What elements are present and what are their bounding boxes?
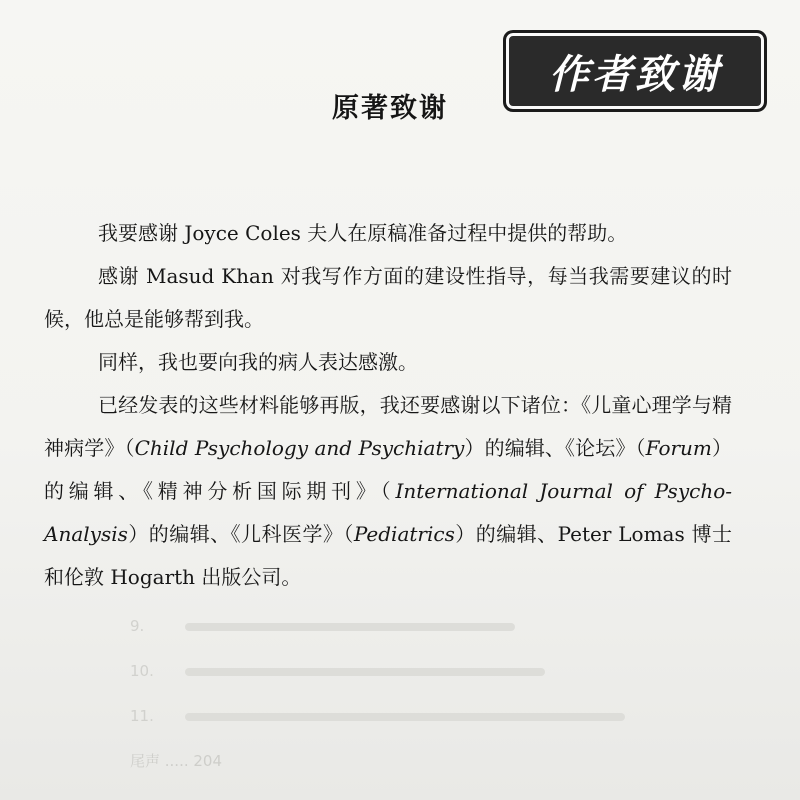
journal-title-ijpa: International Journal of Psycho-Analysis — [44, 479, 732, 546]
paragraph-1: 我要感谢 Joyce Coles 夫人在原稿准备过程中提供的帮助。 — [98, 221, 628, 245]
acknowledgements-body — [44, 212, 732, 599]
paragraph-2: 感谢 Masud Khan 对我写作方面的建设性指导，每当我需要建议的时候，他总是能够帮到我。 — [44, 264, 732, 331]
show-through-row — [130, 649, 690, 694]
show-through-row-number: 9. — [130, 617, 145, 635]
journal-title-pediatrics: Pediatrics — [353, 522, 455, 546]
paragraph-4-text-1: 已经发表的这些材料能够再版，我还要感谢以下诸位：《儿童心理学与精神病学》（ — [44, 393, 732, 460]
page-title: 原著致谢 — [332, 93, 448, 124]
paragraph-3: 同样，我也要向我的病人表达感激。 — [98, 350, 418, 374]
show-through-footer: 尾声 ..... 204 — [130, 752, 223, 770]
show-through-row — [130, 694, 690, 739]
show-through-line — [185, 668, 545, 676]
show-through-row-number: 11. — [130, 707, 154, 725]
section-badge-label: 作者致谢 — [549, 51, 721, 98]
paragraph-4 — [44, 384, 732, 599]
journal-title-child-psychology: Child Psychology and Psychiatry — [134, 436, 465, 460]
show-through-row — [130, 604, 690, 649]
paragraph-4-text-4: ）的编辑、《儿科医学》（ — [127, 522, 354, 546]
show-through-row-number: 10. — [130, 662, 154, 680]
paragraph-4-text-3: ）的编辑、《精神分析国际期刊》（ — [44, 436, 733, 503]
journal-title-forum: Forum — [645, 436, 712, 460]
show-through-line — [185, 713, 625, 721]
paragraph-4-text-5: ）的编辑、Peter Lomas 博士和伦敦 Hogarth 出版公司。 — [44, 522, 732, 589]
show-through-line — [185, 623, 515, 631]
paragraph-4-text-2: ）的编辑、《论坛》（ — [464, 436, 646, 460]
show-through-contents — [130, 604, 690, 784]
